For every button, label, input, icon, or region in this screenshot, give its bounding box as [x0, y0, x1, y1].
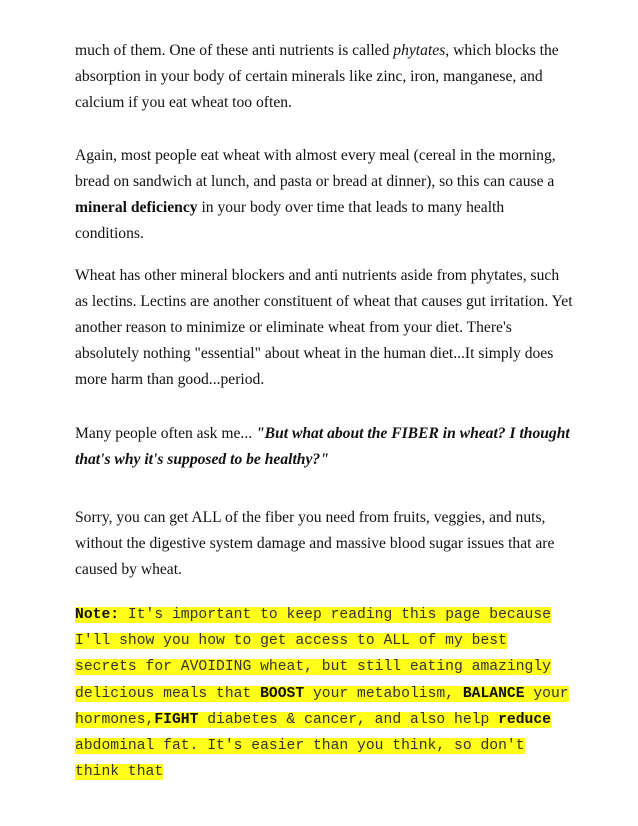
note-text: diabetes & cancer, and also help [198, 711, 499, 728]
paragraph-fiber-question [75, 421, 575, 473]
paragraph-text: much of them. One of these anti nutrients is called [75, 42, 394, 59]
note-bold-balance: BALANCE [462, 685, 525, 702]
paragraph-text: Wheat has other mineral blockers and anti nutrients aside from phytates, such as lectins. Lectins are another constituent of wheat that causes gut irritation. Yet another reason to minimize or eliminate wheat from your diet. There's absolutely nothing "essential" about wheat in the human diet...It simply does more harm than good...period. [75, 267, 573, 388]
italic-term-phytates: phytates [393, 42, 446, 59]
paragraph-text: Sorry, you can get ALL of the fiber you need from fruits, veggies, and nuts, without the digestive system damage and massive blood sugar issues that are caused by wheat. [75, 509, 555, 578]
paragraph-text: , which blocks the absorption in your body of certain minerals like zinc, iron, manganese, and calcium if you eat wheat too often. [75, 42, 559, 111]
paragraph-fiber-answer [75, 505, 575, 583]
paragraph-lectins [75, 263, 575, 393]
note-bold-boost: BOOST [260, 685, 305, 702]
bold-italic-quote: "But what about the FIBER in wheat? I thought that's why it's supposed to be healthy?" [75, 425, 570, 468]
note-bold-fight: FIGHT [154, 711, 199, 728]
bold-term-mineral-deficiency: mineral deficiency [75, 199, 198, 216]
note-highlight [75, 607, 569, 780]
paragraph-mineral-deficiency [75, 143, 575, 247]
note-text: It's important to keep reading this page because I'll show you how to get access to ALL of my best secrets for AVOIDING wheat, but still eating amazingly delicious meals that [75, 607, 551, 702]
note-text: your hormones, [75, 685, 569, 728]
paragraph-phytates [75, 38, 575, 116]
note-label: Note: [75, 607, 120, 623]
highlighted-note [75, 602, 570, 785]
paragraph-text: in your body over time that leads to many health conditions. [75, 199, 505, 242]
note-bold-reduce: reduce [498, 711, 551, 728]
note-text: abdominal fat. It's easier than you think, so don't think that [75, 738, 525, 781]
paragraph-text: Again, most people eat wheat with almost every meal (cereal in the morning, bread on sandwich at lunch, and pasta or bread at dinner), so this can cause a [75, 147, 556, 190]
paragraph-text: Many people often ask me... [75, 425, 257, 442]
note-text: your metabolism, [304, 685, 463, 702]
